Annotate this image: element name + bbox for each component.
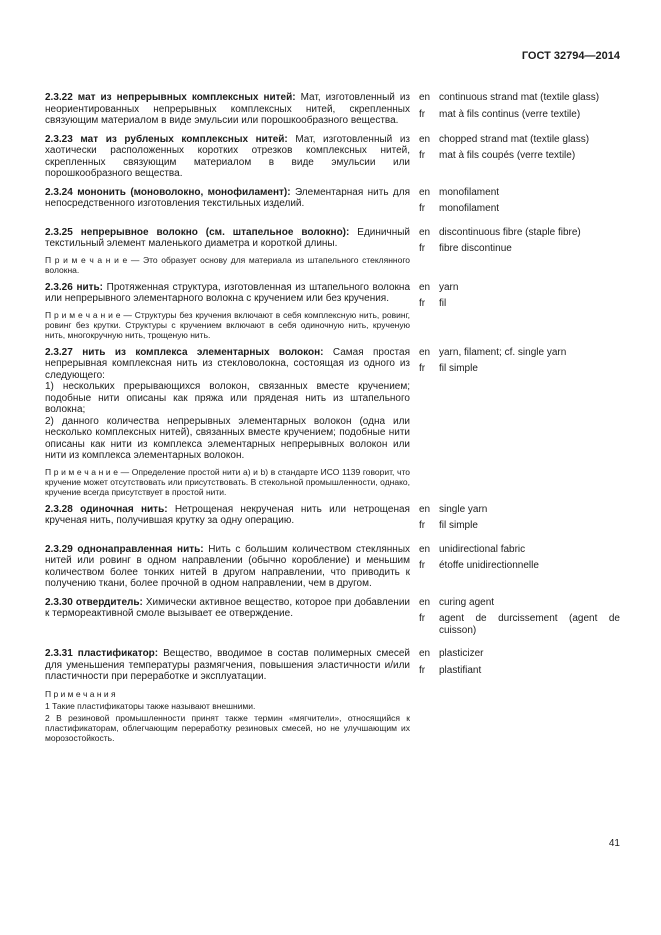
entry-definition: Мат, изготовленный из хаотически расположенных коротких отрезков комплексных нитей, скрепленных связующим материалом в виде эмульсии или порошкообразного вещества. — [45, 133, 411, 179]
entry-main — [45, 187, 410, 220]
entry-term: мат из рубленых комплексных нитей: — [80, 133, 288, 145]
entry — [45, 597, 620, 642]
entry-number: 2.3.28 — [45, 503, 73, 515]
translation-row — [419, 187, 620, 199]
translation-row — [419, 282, 620, 294]
translation-lang: fr — [419, 613, 426, 624]
entry-term: пластификатор: — [77, 648, 159, 659]
entry-term: непрерывное волокно (см. штапельное волокно): — [80, 226, 350, 238]
translation-text: mat à fils continus (verre textile) — [439, 108, 581, 120]
translation-text: mat à fils coupés (verre textile) — [439, 150, 576, 161]
entry-term: одиночная нить: — [80, 503, 168, 515]
entry — [45, 347, 620, 497]
entry-definition-paragraph — [45, 134, 410, 180]
entry-number: 2.3.29 — [45, 543, 73, 555]
translation-lang: fr — [419, 560, 426, 571]
entry-definition-paragraph — [45, 227, 410, 250]
entry-number: 2.3.26 — [45, 281, 73, 293]
entry — [45, 544, 620, 590]
page-number: 41 — [608, 838, 620, 849]
translation-row — [419, 665, 620, 677]
translation-lang: fr — [419, 520, 426, 531]
entry-term: мононить (моноволокно, монофиламент): — [77, 186, 291, 198]
entry — [45, 92, 620, 127]
translation-row — [419, 92, 620, 104]
entry — [45, 504, 620, 537]
entry-translations — [410, 282, 620, 340]
translation-row — [419, 347, 620, 359]
entry-note: 1 Такие пластификаторы также называют внешними. — [45, 700, 256, 711]
entry — [45, 227, 620, 275]
translation-lang: en — [419, 186, 431, 198]
page-footer — [609, 838, 620, 849]
entry-definition: Протяженная структура, изготовленная из штапельного волокна или непрерывного элементарного волокна с кручением или без кручения. — [45, 281, 411, 304]
entry-definition-paragraph — [45, 648, 410, 683]
entry-number: 2.3.24 — [45, 186, 73, 198]
entry-translations — [410, 92, 620, 127]
entry-number: 2.3.27 — [45, 346, 73, 358]
translation-row — [419, 203, 620, 215]
entry-main — [45, 504, 410, 537]
translation-row — [419, 597, 620, 609]
translation-row — [419, 150, 620, 162]
entry-definition-paragraph — [45, 282, 410, 305]
entry-definition-paragraph — [45, 597, 410, 620]
translation-row — [419, 363, 620, 375]
entry-definition-paragraph — [45, 187, 410, 210]
notes-heading: П р и м е ч а н и я — [45, 688, 116, 699]
translation-row — [419, 520, 620, 532]
entry-definition-paragraph — [45, 504, 410, 527]
translation-row — [419, 560, 620, 572]
entry-definition: Нить с большим количеством стеклянных нитей или ровинг в одном направлении (обычно коробление) и меньшим количеством более тонких нитей в другом направлении, что приводить к получению ткани, более прочной в одном направлении, чем в другом. — [45, 543, 411, 589]
entry-translations — [410, 544, 620, 590]
entry — [45, 187, 620, 220]
translation-lang: en — [419, 281, 431, 293]
entry-main — [45, 648, 410, 743]
translation-text: monofilament — [439, 186, 500, 198]
entry-definition-paragraph — [45, 92, 410, 127]
entry-note: П р и м е ч а н и е — Определение простой нити a) и b) в стандарте ИСО 1139 говорит, что кручение может отсутствовать или присутствовать. В стекольной промышленности, однако, кручение всегда присутствует в простой нити. — [45, 466, 410, 497]
translation-row — [419, 504, 620, 516]
translation-text: fil simple — [439, 363, 478, 374]
entry — [45, 648, 620, 743]
translation-lang: en — [419, 133, 431, 145]
entry-definition: Вещество, вводимое в состав полимерных смесей для уменьшения температуры размягчения, повышения эластичности и/или пластичности при переработке и эксплуатации. — [45, 648, 411, 682]
translation-lang: en — [419, 596, 431, 608]
translation-text: fibre discontinue — [439, 243, 512, 254]
entry-term: нить: — [76, 281, 103, 293]
entry-definition: Самая простая непрерывная комплексная нить из стекловолокна, состоящая из одного из следующего: — [45, 346, 410, 381]
translation-text: curing agent — [439, 596, 495, 608]
translation-text: continuous strand mat (textile glass) — [439, 92, 600, 103]
translation-text: plasticizer — [439, 648, 484, 659]
translation-text: monofilament — [439, 203, 500, 214]
translation-lang: fr — [419, 363, 426, 374]
entry-main — [45, 347, 410, 497]
translation-text: agent de durcissement (agent de cuisson) — [439, 613, 620, 636]
entry-term: однонаправленная нить: — [77, 543, 204, 555]
entry-definition: Химически активное вещество, которое при добавлении к термореактивной смоле вызывает ее отверждение. — [45, 596, 411, 619]
entry-number: 2.3.31 — [45, 648, 73, 659]
translation-row — [419, 613, 620, 636]
translation-lang: fr — [419, 243, 426, 254]
translation-text: fil — [439, 298, 447, 309]
entry-translations — [410, 504, 620, 537]
entry-translations — [410, 597, 620, 642]
entry-number: 2.3.23 — [45, 133, 73, 145]
translation-lang: fr — [419, 298, 426, 309]
translation-text: plastifiant — [439, 664, 482, 676]
entry-main — [45, 597, 410, 642]
entry-definition: Единичный текстильный элемент маленького диаметра и короткой длины. — [45, 226, 410, 249]
entry-main — [45, 134, 410, 180]
translation-row — [419, 134, 620, 146]
translation-text: single yarn — [439, 503, 488, 515]
doc-number: ГОСТ 32794—2014 — [521, 50, 620, 62]
entry-definition: Элементарная нить для непосредственного изготовления текстильных изделий. — [45, 186, 410, 209]
translation-row — [419, 544, 620, 556]
entry-definition-paragraph — [45, 544, 410, 590]
translation-lang: en — [419, 92, 431, 103]
entry-main — [45, 544, 410, 590]
entry-translations — [410, 648, 620, 743]
entry-translations — [410, 347, 620, 497]
entry-note: П р и м е ч а н и е — Структуры без кручения включают в себя комплексную нить, ровинг, ровинг без крутки. Структуры с кручением включают в себя одиночную нить, крученую нить, многокручную нить, трощеную нить. — [45, 309, 410, 340]
translation-lang: fr — [419, 150, 426, 161]
translation-lang: en — [419, 648, 431, 659]
translation-lang: fr — [419, 203, 426, 214]
translation-text: yarn — [439, 281, 459, 293]
translation-row — [419, 109, 620, 121]
entry-number: 2.3.30 — [45, 596, 73, 608]
entry-term: нить из комплекса элементарных волокон: — [82, 346, 324, 358]
translation-text: étoffe unidirectionnelle — [439, 560, 539, 571]
entry-main — [45, 92, 410, 127]
entry-main — [45, 282, 410, 340]
entry-list-item: 2) данного количества непрерывных элементарных волокон (одна или несколько комплексных нитей), связанных вместе кручением; подобные нити описаны как нити из комплекса элементарных непрерывных волокон или нити из комплекса элементарных волокон. — [45, 415, 410, 461]
entry-main — [45, 227, 410, 275]
entry-note: П р и м е ч а н и е — Это образует основу для материала из штапельного стеклянного волокна. — [45, 254, 410, 275]
translation-lang: en — [419, 543, 431, 555]
entry-number: 2.3.22 — [45, 92, 73, 103]
entry-list-item: 1) нескольких прерывающихся волокон, связанных вместе кручением; подобные нити описаны как пряжа или пряденая нить из штапельного волокна; — [45, 381, 410, 415]
entry — [45, 282, 620, 340]
translation-text: chopped strand mat (textile glass) — [439, 133, 590, 145]
translation-lang: fr — [419, 108, 426, 120]
entry-note: 2 В резиновой промышленности принят также термин «мягчители», относящийся к пластификаторам, облегчающим переработку резиновых смесей, но не улучшающим их морозостойкость. — [45, 712, 410, 743]
entry-definition: Нетрощеная некрученая нить или нетрощеная крученая нить, получившая крутку за одну операцию. — [45, 503, 410, 526]
entries-container — [45, 92, 620, 743]
translation-text: yarn, filament; cf. single yarn — [439, 346, 567, 358]
entry-definition-paragraph — [45, 347, 410, 382]
translation-row — [419, 227, 620, 239]
entry-translations — [410, 187, 620, 220]
entry-definition: Мат, изготовленный из неориентированных непрерывных комплексных нитей, скрепленных связующим материалом в виде эмульсии или порошкообразного вещества. — [45, 92, 410, 126]
entry — [45, 134, 620, 180]
translation-text: fil simple — [439, 520, 478, 531]
translation-text: discontinuous fibre (staple fibre) — [439, 226, 581, 238]
translation-lang: en — [419, 346, 431, 358]
translation-lang: en — [419, 226, 431, 238]
translation-lang: en — [419, 503, 431, 515]
entry-number: 2.3.25 — [45, 226, 73, 238]
entry-term: мат из непрерывных комплексных нитей: — [77, 92, 296, 103]
translation-lang: fr — [419, 664, 426, 676]
entry-term: отвердитель: — [75, 596, 143, 608]
translation-row — [419, 298, 620, 310]
doc-header — [45, 50, 620, 62]
translation-row — [419, 648, 620, 660]
entry-translations — [410, 134, 620, 180]
translation-row — [419, 243, 620, 255]
entry-translations — [410, 227, 620, 275]
translation-text: unidirectional fabric — [439, 543, 526, 555]
